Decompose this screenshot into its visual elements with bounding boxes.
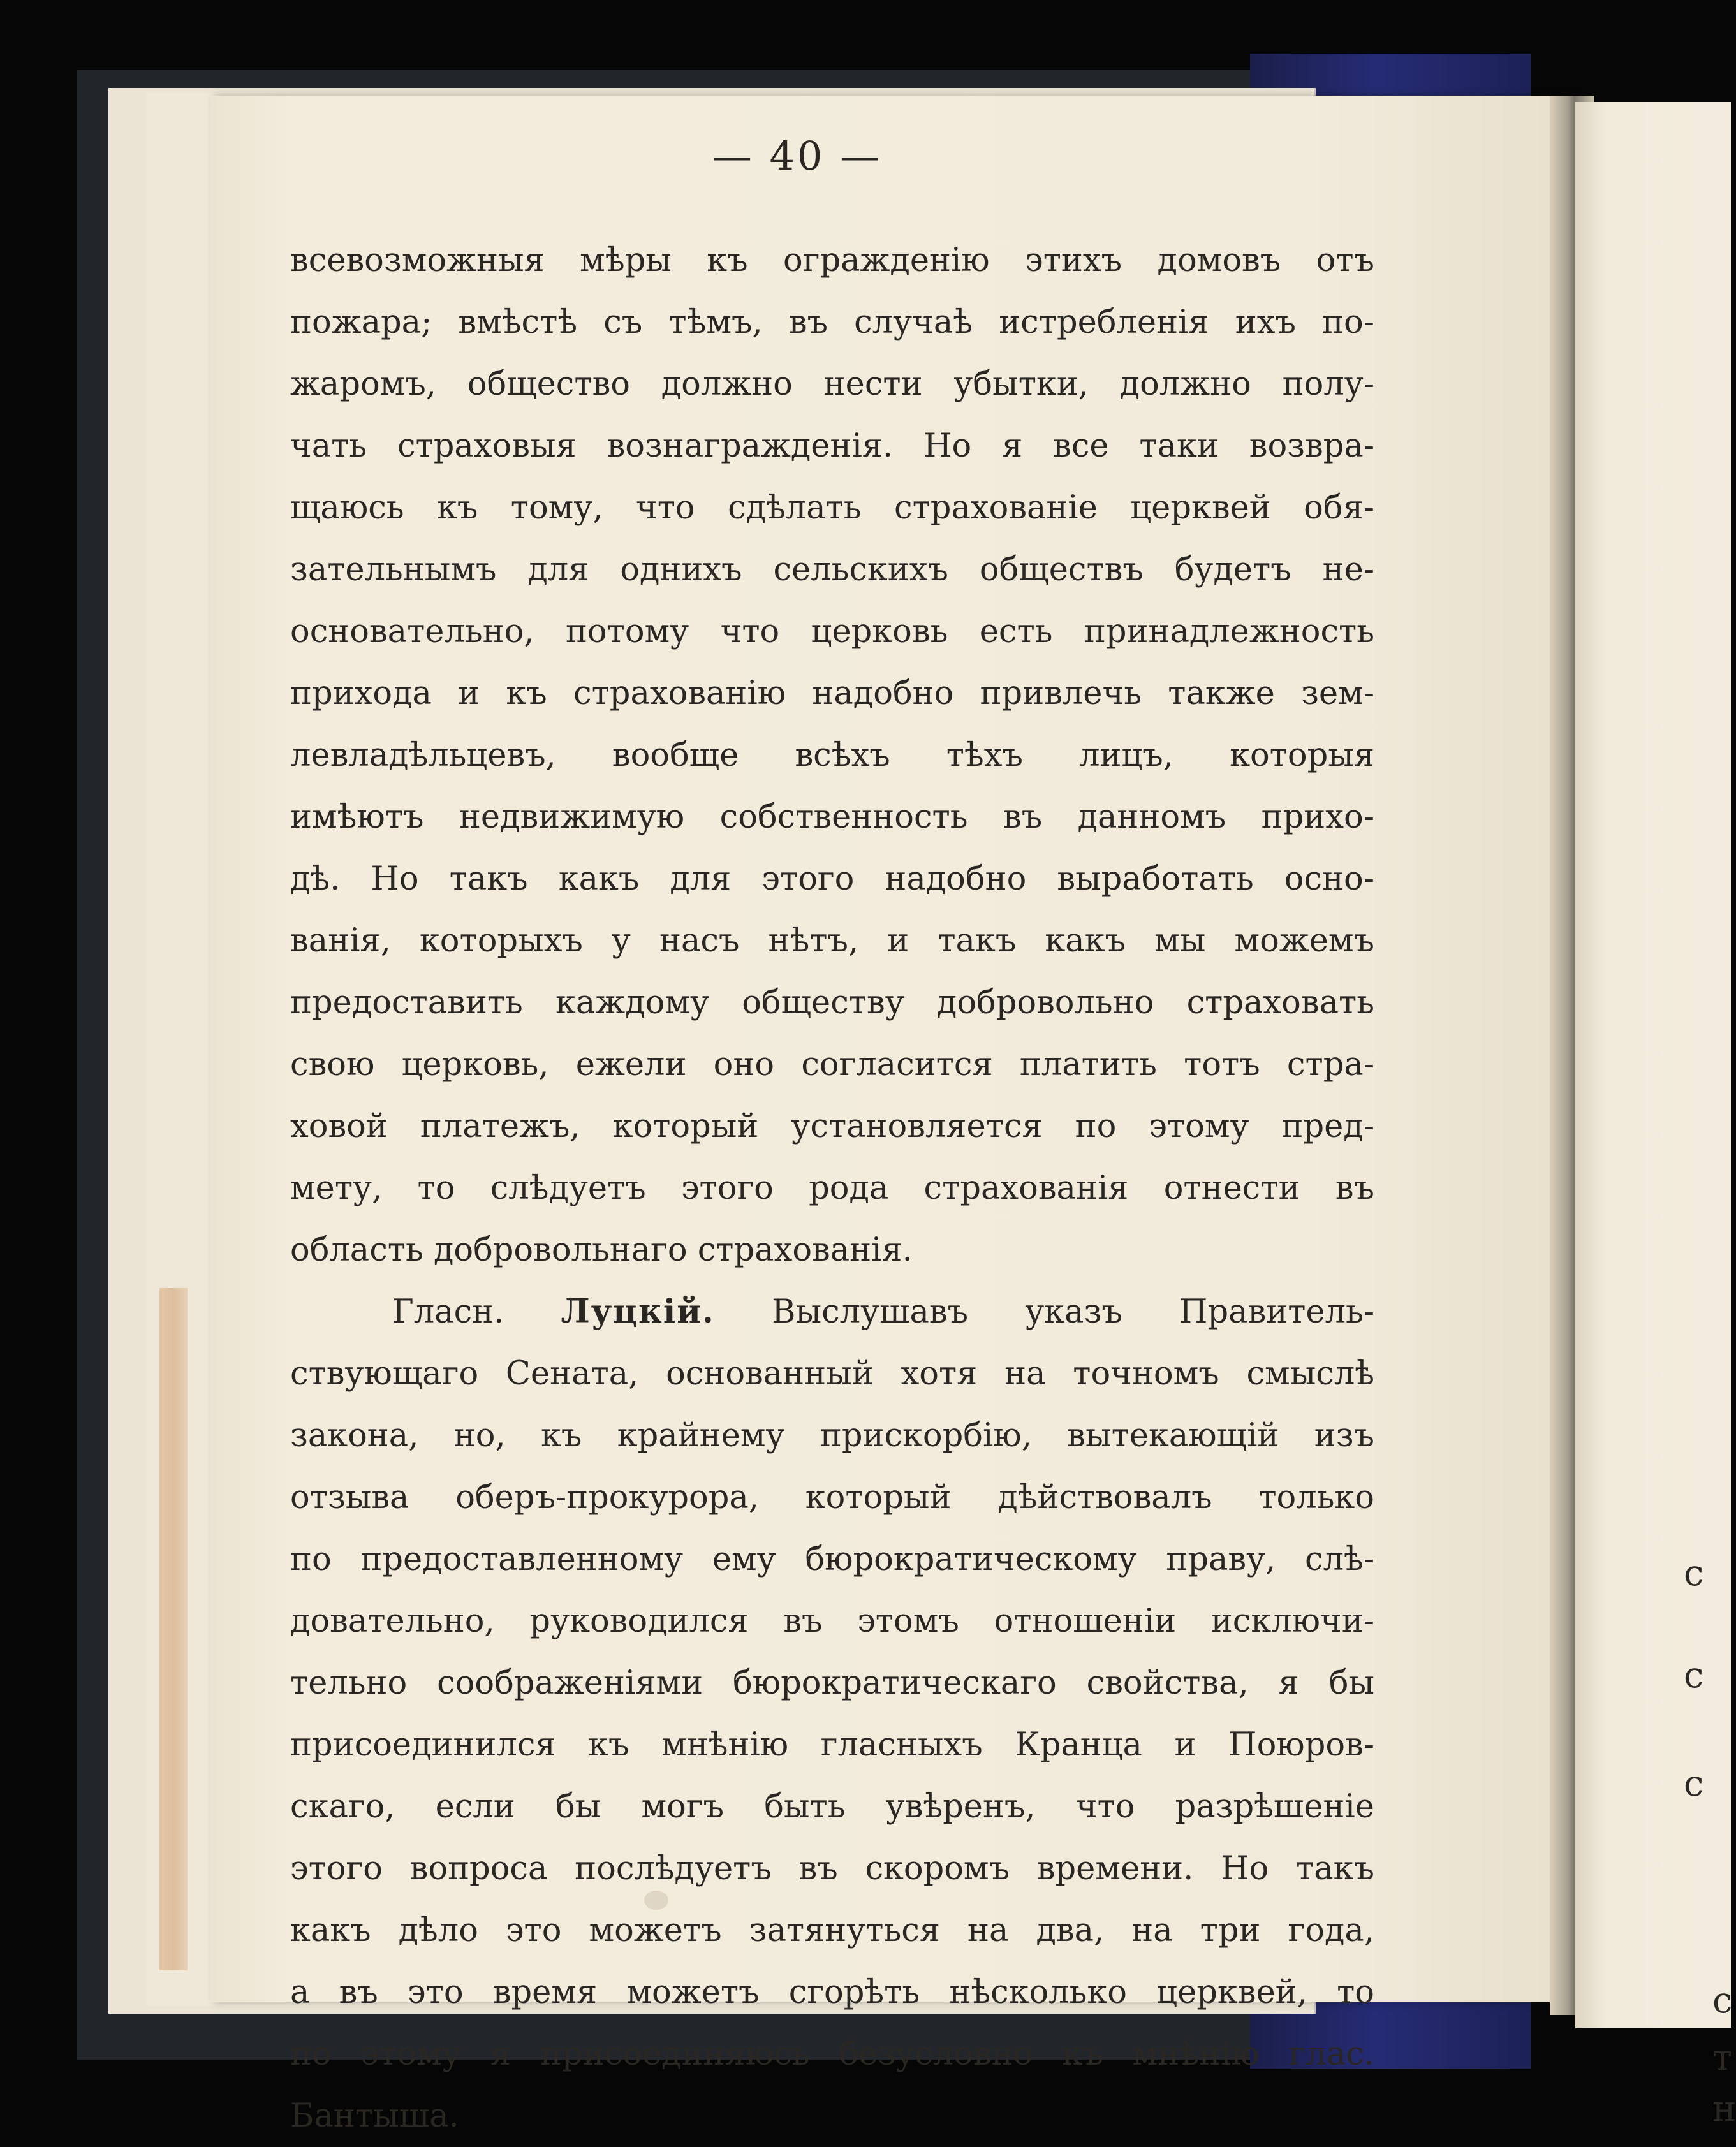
text-line: ванія, которыхъ у насъ нѣтъ, и такъ какъ мы можемъ xyxy=(290,922,1374,960)
page-edge-strip xyxy=(159,1288,188,1970)
text-line: ховой платежъ, который установляется по этому пред- xyxy=(290,1108,1374,1145)
text-line: свою церковь, ежели оно согласится платить тотъ стра- xyxy=(290,1046,1374,1083)
next-page-letter: с xyxy=(1684,1553,1704,1594)
text-line: жаромъ, общество должно нести убытки, должно полу- xyxy=(290,365,1374,403)
text-line: этого вопроса послѣдуетъ въ скоромъ времени. Но такъ xyxy=(290,1850,1374,1887)
text-line: предоставить каждому обществу добровольно страховать xyxy=(290,984,1374,1022)
text-line: щаюсь къ тому, что сдѣлать страхованіе церквей обя- xyxy=(290,489,1374,527)
text-line: ствующаго Сената, основанный хотя на точномъ смыслѣ xyxy=(290,1355,1374,1393)
text-line: по предоставленному ему бюрократическому праву, слѣ- xyxy=(290,1541,1374,1578)
speaker-name: Луцкій. xyxy=(561,1293,715,1331)
page-body xyxy=(290,230,1374,2147)
text-line: по этому я присоединяюсь безусловно къ мнѣнію глас. xyxy=(290,2035,1374,2073)
text-line: отзыва оберъ-прокурора, который дѣйствовалъ только xyxy=(290,1479,1374,1516)
text-line: довательно, руководился въ этомъ отношеніи исключи- xyxy=(290,1602,1374,1640)
speech-first-line xyxy=(290,1281,1374,1343)
text-line: дѣ. Но такъ какъ для этого надобно выработать осно- xyxy=(290,860,1374,898)
text-line: прихода и къ страхованію надобно привлечь также зем- xyxy=(290,675,1374,712)
next-page-letter: с xyxy=(1712,1980,1733,2021)
next-page xyxy=(1575,102,1736,2130)
text-line: пожара; вмѣстѣ съ тѣмъ, въ случаѣ истребленія ихъ по- xyxy=(290,304,1374,341)
text-line: какъ дѣло это можетъ затянуться на два, на три года, xyxy=(290,1912,1374,1949)
text-line: область добровольнаго страхованія. xyxy=(290,1231,913,1269)
text-line: а въ это время можетъ сгорѣть нѣсколько церквей, то xyxy=(290,1974,1374,2011)
text-line: Бантыша. xyxy=(290,2097,459,2135)
speaker-title: Гласн. xyxy=(392,1293,504,1331)
next-page-letter: с xyxy=(1684,1655,1704,1696)
text-line: зательнымъ для однихъ сельскихъ обществъ будетъ не- xyxy=(290,551,1374,589)
text-line: имѣютъ недвижимую собственность въ данномъ прихо- xyxy=(290,798,1374,836)
text-line: основательно, потому что церковь есть принадлежность xyxy=(290,613,1374,650)
text-line: всевозможныя мѣры къ огражденію этихъ домовъ отъ xyxy=(290,242,1374,279)
speech-text: Выслушавъ указъ Правитель- xyxy=(772,1293,1375,1331)
text-line: скаго, если бы могъ быть увѣренъ, что разрѣшеніе xyxy=(290,1788,1374,1826)
text-line: тельно соображеніями бюрократическаго свойства, я бы xyxy=(290,1664,1374,1702)
text-line: присоединился къ мнѣнію гласныхъ Кранца и Поюров- xyxy=(290,1726,1374,1764)
text-line: левладѣльцевъ, вообще всѣхъ тѣхъ лицъ, которыя xyxy=(290,736,1374,774)
next-page-letter: т xyxy=(1712,2037,1732,2079)
next-page-letter: н xyxy=(1712,2088,1736,2130)
text-line: чать страховыя вознагражденія. Но я все таки возвра- xyxy=(290,427,1374,465)
next-page-letter: с xyxy=(1684,1763,1704,1805)
text-line: закона, но, къ крайнему прискорбію, вытекающій изъ xyxy=(290,1417,1374,1455)
page-number: — 40 — xyxy=(712,133,883,179)
text-line: мету, то слѣдуетъ этого рода страхованія отнести въ xyxy=(290,1169,1374,1207)
